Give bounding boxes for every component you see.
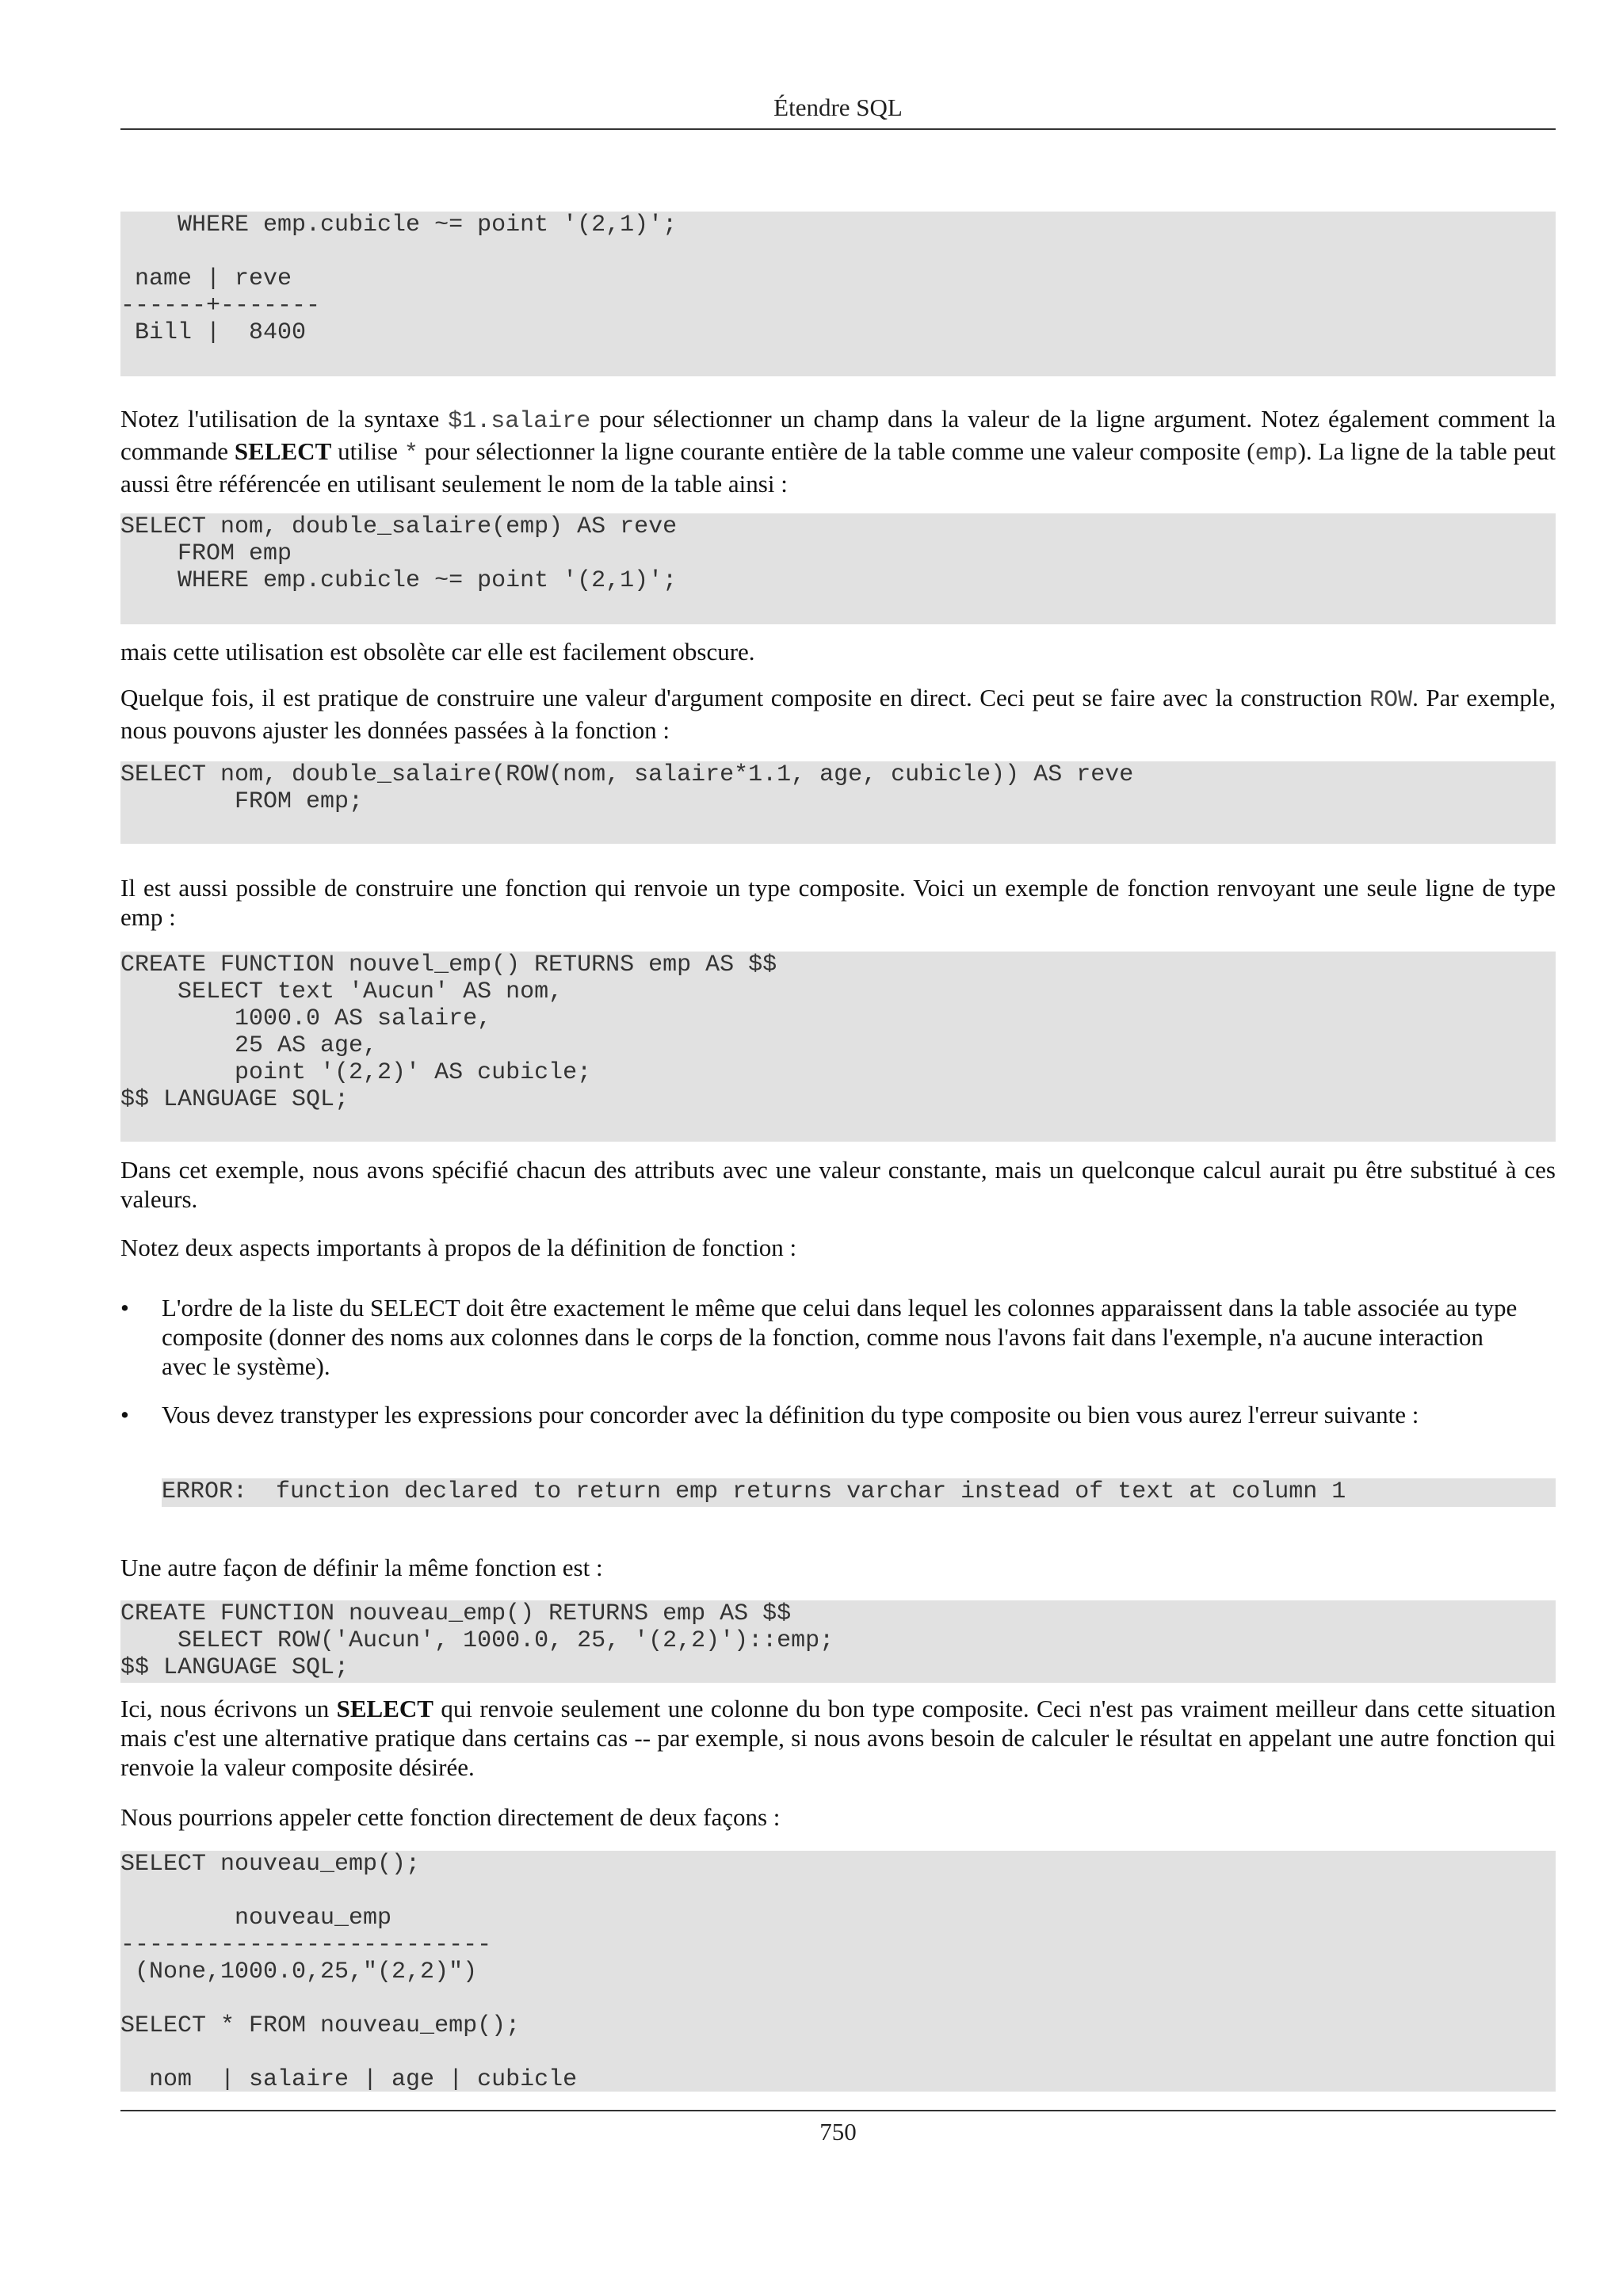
paragraph-select-composite: Ici, nous écrivons un SELECT qui renvoie seulement une colonne du bon type composite. Ceci n'est pas vraiment meilleur dans cette situation mais c'est une alternative pratique dans certains cas -- par exemple, si nous avons besoin de calculer le résultat en appelant une autre fonction qui renvoie la valeur composite désirée. <box>120 1695 1556 1781</box>
list-item-text: L'ordre de la liste du SELECT doit être exactement le même que celui dans lequel les colonnes apparaissent dans la table associée au type composite (donner des noms aux colonnes dans le corps de la fonction, comme nous l'avons fait dans l'exemple, n'a aucune interaction avec le système). <box>162 1294 1518 1380</box>
code-block-nouvel-emp: CREATE FUNCTION nouvel_emp() RETURNS emp AS $$ SELECT text 'Aucun' AS nom, 1000.0 AS salaire, 25 AS age, point '(2,2)' AS cubicle; $$ LANGUAGE SQL; <box>120 952 1556 1142</box>
page-number: 750 <box>819 2118 857 2145</box>
header-rule <box>120 128 1556 130</box>
code-block-row-call: SELECT nom, double_salaire(ROW(nom, salaire*1.1, age, cubicle)) AS reve FROM emp; <box>120 761 1556 844</box>
code-block-nouveau-emp: CREATE FUNCTION nouveau_emp() RETURNS emp AS $$ SELECT ROW('Aucun', 1000.0, 25, '(2,2)')::emp; $$ LANGUAGE SQL; <box>120 1600 1556 1683</box>
paragraph-syntax-note: Notez l'utilisation de la syntaxe $1.salaire pour sélectionner un champ dans la valeur de la ligne argument. Notez également comment la commande SELECT utilise * pour sélectionner la ligne courante entière de la table comme une valeur composite (emp). La ligne de la table peut aussi être référencée en utilisant seulement le nom de la table ainsi : <box>120 405 1556 498</box>
list-item <box>120 1400 1556 1463</box>
bullet-marker: • <box>120 1401 129 1428</box>
paragraph-constant-values: Dans cet exemple, nous avons spécifié chacun des attributs avec une valeur constante, mais un quelconque calcul aurait pu être substitué à ces valeurs. <box>120 1156 1556 1213</box>
code-block-error: ERROR: function declared to return emp returns varchar instead of text at column 1 <box>162 1478 1556 1507</box>
list-item <box>120 1293 1556 1388</box>
bullet-marker: • <box>120 1294 129 1322</box>
paragraph-composite-return: Il est aussi possible de construire une fonction qui renvoie un type composite. Voici un exemple de fonction renvoyant une seule ligne de type emp : <box>120 874 1556 931</box>
paragraph-other-way: Une autre façon de définir la même fonction est : <box>120 1554 603 1581</box>
paragraph-obsolete: mais cette utilisation est obsolète car elle est facilement obscure. <box>120 638 755 666</box>
paragraph-call-two-ways: Nous pourrions appeler cette fonction directement de deux façons : <box>120 1803 781 1831</box>
running-header: Étendre SQL <box>773 93 903 121</box>
code-block-query-result: WHERE emp.cubicle ~= point '(2,1)'; name | reve ------+------- Bill | 8400 <box>120 212 1556 376</box>
list-item-text: Vous devez transtyper les expressions pour concorder avec la définition du type composite ou bien vous aurez l'erreur suivante : <box>162 1401 1419 1428</box>
code-block-calls: SELECT nouveau_emp(); nouveau_emp -------------------------- (None,1000.0,25,"(2,2)") SELECT * FROM nouveau_emp(); nom | salaire | age | cubicle <box>120 1851 1556 2092</box>
footer-rule <box>120 2110 1556 2111</box>
paragraph-two-aspects: Notez deux aspects importants à propos de la définition de fonction : <box>120 1234 797 1261</box>
code-block-table-name: SELECT nom, double_salaire(emp) AS reve FROM emp WHERE emp.cubicle ~= point '(2,1)'; <box>120 513 1556 624</box>
paragraph-row-construct: Quelque fois, il est pratique de construire une valeur d'argument composite en direct. Ceci peut se faire avec la construction ROW. Par exemple, nous pouvons ajuster les données passées à la fonction : <box>120 684 1556 744</box>
